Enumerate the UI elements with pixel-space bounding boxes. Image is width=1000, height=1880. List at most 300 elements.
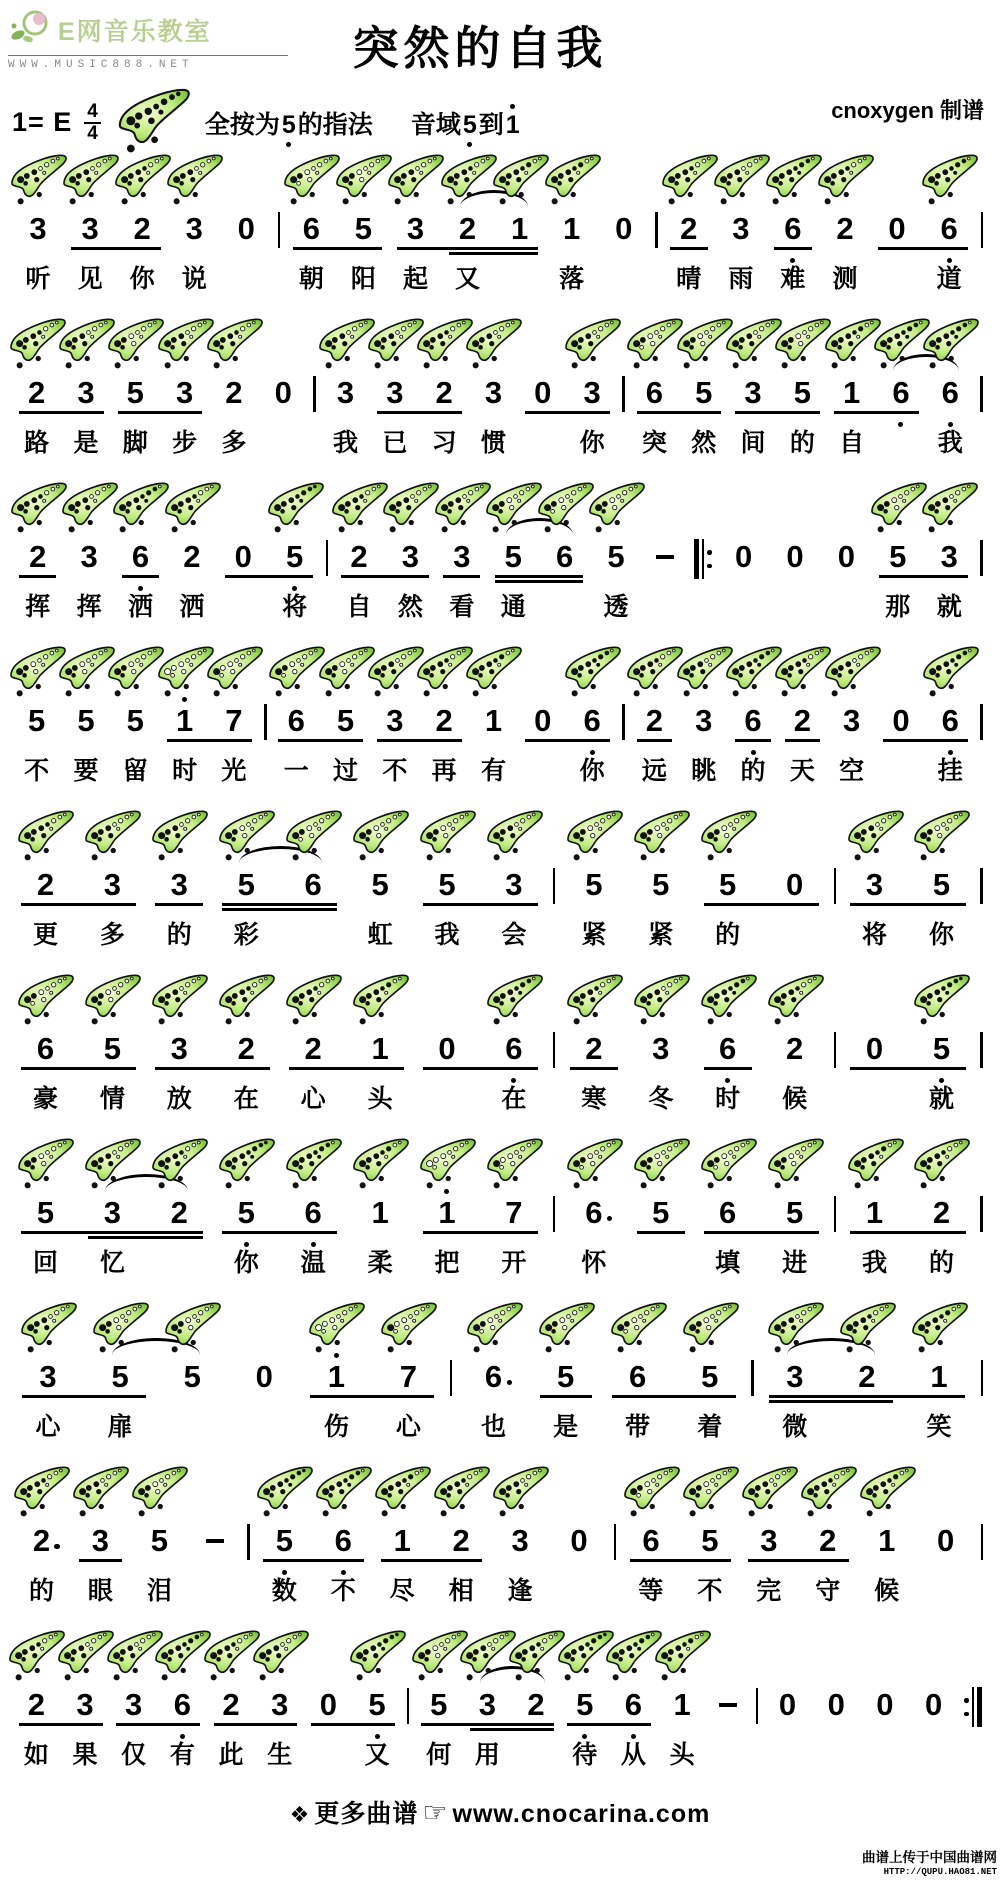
ocarina-fingering-icon — [560, 800, 627, 864]
note-number: 5 — [414, 1684, 463, 1730]
lyric-char: 留 — [122, 757, 148, 785]
rest-token — [871, 144, 923, 293]
lyric-char: 多 — [99, 921, 125, 949]
ocarina-fingering-icon — [209, 308, 258, 372]
score-line-5 — [0, 800, 1000, 964]
note-number: 1 — [300, 1356, 372, 1402]
note-token — [321, 636, 370, 785]
note-number: 6 — [457, 1356, 529, 1402]
note-number: 2 — [116, 208, 168, 254]
score-body — [0, 142, 1000, 1784]
ocarina-fingering-icon — [512, 1620, 561, 1684]
note-number: 2 — [12, 1520, 71, 1566]
label-text: 的指法 — [297, 110, 373, 139]
note-number: 1 — [347, 1028, 414, 1074]
lyric-char: 从 — [620, 1741, 646, 1769]
note-token — [457, 1292, 529, 1441]
note-token — [63, 472, 114, 621]
note-number: 0 — [274, 375, 292, 410]
lyric-char: 不 — [697, 1577, 723, 1605]
rest-token — [769, 472, 820, 621]
duration-underline — [449, 252, 497, 255]
note-token — [213, 800, 280, 949]
bar-line-stroke — [622, 376, 625, 412]
bar-line — [828, 1128, 841, 1277]
note-token — [903, 1292, 975, 1441]
ocarina-fingering-icon — [463, 1620, 512, 1684]
duration-underline — [774, 247, 812, 250]
note-number: 3 — [484, 375, 503, 410]
note-token — [876, 308, 925, 457]
note-number: 3 — [511, 1523, 529, 1558]
ocarina-fingering-icon — [924, 472, 975, 536]
ocarina-fingering-icon — [457, 1292, 529, 1356]
note-number: 6 — [539, 536, 590, 582]
bar-line-stroke — [553, 1196, 556, 1232]
song-title: 突然的自我 — [352, 22, 608, 74]
ocarina-fingering-icon — [300, 1292, 372, 1356]
note-token — [280, 1128, 347, 1277]
note-number: 5 — [150, 1523, 168, 1558]
note-number: 5 — [213, 1192, 280, 1238]
ocarina-fingering-icon — [414, 1620, 463, 1684]
ocarina-fingering-icon — [602, 1292, 674, 1356]
ocarina-fingering-icon — [370, 308, 419, 372]
note-number: 1 — [563, 211, 581, 246]
note-number: 3 — [436, 536, 487, 582]
note-number: 3 — [71, 1520, 130, 1566]
bar-line — [975, 1456, 988, 1605]
note-token — [590, 472, 641, 621]
note-token — [12, 1128, 79, 1277]
ocarina-fingering-icon — [621, 1456, 680, 1520]
lyric-char: 忆 — [99, 1249, 125, 1277]
note-number: 2 — [225, 375, 243, 410]
bar-line-stroke — [622, 704, 625, 740]
ocarina-fingering-icon — [370, 636, 419, 700]
score-line-7 — [0, 1128, 1000, 1292]
note-token — [255, 1456, 314, 1605]
ocarina-fingering-icon — [158, 1620, 207, 1684]
lyric-char: 听 — [25, 265, 51, 293]
ocarina-fingering-icon — [12, 1128, 79, 1192]
lyric-char: 柔 — [367, 1249, 393, 1277]
note-token — [926, 636, 975, 785]
lyric-char: 朝 — [298, 265, 324, 293]
note-number: 3 — [739, 1520, 798, 1566]
note-number: 5 — [371, 867, 389, 902]
note-token — [694, 964, 761, 1113]
note-number: 3 — [64, 208, 116, 254]
score-line-1 — [0, 144, 1000, 308]
duration-underline — [883, 739, 929, 742]
duration-underline — [74, 1231, 150, 1234]
lyric-char: 紧 — [581, 921, 607, 949]
note-number: 5 — [694, 864, 761, 910]
footer-url: www.cnocarina.com — [452, 1800, 711, 1828]
duration-underline — [637, 739, 673, 742]
low-octave-dot — [282, 1570, 287, 1575]
ocarina-fingering-icon — [715, 144, 767, 208]
rest-token — [763, 1620, 812, 1769]
duration-underline — [443, 575, 480, 578]
ocarina-fingering-icon — [630, 308, 679, 372]
ocarina-fingering-icon — [841, 1128, 908, 1192]
flower-logo-icon — [8, 6, 54, 53]
ocarina-fingering-icon — [321, 636, 370, 700]
duration-underline — [317, 739, 363, 742]
note-token — [432, 1456, 491, 1605]
note-token — [627, 800, 694, 949]
bar-line-stroke — [834, 1032, 837, 1068]
note-token — [370, 308, 419, 457]
note-number: 2 — [512, 1684, 561, 1730]
rest-token — [876, 636, 925, 785]
lyric-char: 你 — [579, 757, 605, 785]
note-token — [674, 1292, 746, 1441]
lyric-char: 看 — [449, 593, 475, 621]
dash-stroke — [206, 1539, 224, 1543]
note-token — [347, 964, 414, 1113]
note-token — [798, 1456, 857, 1605]
duration-underline — [118, 411, 164, 414]
note-number: 0 — [518, 700, 567, 746]
lyric-char: 寒 — [581, 1085, 607, 1113]
note-number: 5 — [84, 1356, 156, 1402]
ocarina-fingering-icon — [12, 964, 79, 1028]
ocarina-fingering-icon — [333, 472, 384, 536]
ocarina-fingering-icon — [908, 1128, 975, 1192]
note-number: 0 — [778, 1687, 797, 1722]
high-octave-dot — [182, 697, 187, 702]
note-token — [12, 308, 61, 457]
lyric-char: 是 — [73, 429, 99, 457]
lyric-char: 完 — [756, 1577, 782, 1605]
note-number: 2 — [420, 372, 469, 418]
key-signature: 1= E — [12, 107, 73, 137]
note-number: 3 — [29, 211, 47, 246]
lyric-char: 然 — [691, 429, 717, 457]
ocarina-fingering-icon — [857, 1456, 916, 1520]
ocarina-fingering-icon — [694, 964, 761, 1028]
rest-token — [259, 308, 308, 457]
ocarina-fingering-icon — [694, 800, 761, 864]
rest-token — [518, 308, 567, 457]
note-number: 5 — [126, 703, 144, 738]
lyric-char: 突 — [641, 429, 667, 457]
duration-underline — [878, 247, 926, 250]
note-token — [602, 1292, 674, 1441]
ocarina-fingering-icon — [432, 1456, 491, 1520]
note-number: 0 — [255, 1359, 273, 1394]
note-number: 6 — [560, 1192, 627, 1238]
duration-underline — [293, 247, 341, 250]
note-token — [166, 472, 217, 621]
bar-line-stroke — [981, 212, 984, 248]
note-extension-dash — [642, 472, 688, 621]
note-number: 3 — [80, 539, 98, 574]
lyric-char: 不 — [330, 1577, 356, 1605]
note-number: 5 — [778, 372, 827, 418]
lyric-char: 进 — [782, 1249, 808, 1277]
lyric-char: 挂 — [937, 757, 963, 785]
note-number: 6 — [314, 1520, 373, 1566]
duration-underline — [637, 411, 683, 414]
rest-token — [598, 144, 650, 293]
lyric-char: 候 — [874, 1577, 900, 1605]
ocarina-fingering-icon — [64, 144, 116, 208]
lyric-char: 晴 — [676, 265, 702, 293]
note-number: 3 — [463, 1684, 512, 1730]
rest-token — [812, 1620, 861, 1769]
note-number: 1 — [371, 1195, 389, 1230]
ocarina-fingering-icon — [337, 144, 389, 208]
duration-underline — [495, 575, 543, 578]
ocarina-fingering-icon — [160, 636, 209, 700]
ocarina-fingering-icon — [903, 1292, 975, 1356]
note-number: 2 — [778, 700, 827, 746]
note-number: 6 — [115, 536, 166, 582]
label-text: 音域 — [410, 110, 461, 139]
note-number: 6 — [158, 1684, 207, 1730]
bar-line — [547, 800, 560, 949]
bar-line-stroke — [247, 1524, 250, 1560]
note-number: 5 — [414, 864, 481, 910]
low-octave-dot — [180, 1734, 185, 1739]
note-number: 2 — [12, 864, 79, 910]
ocarina-fingering-icon — [908, 964, 975, 1028]
note-number: 3 — [841, 864, 908, 910]
duration-underline — [879, 575, 927, 578]
duration-underline — [289, 1067, 351, 1070]
duration-underline — [21, 1067, 83, 1070]
note-number: 5 — [321, 700, 370, 746]
note-token — [480, 800, 547, 949]
ocarina-fingering-icon — [827, 308, 876, 372]
note-token — [827, 308, 876, 457]
score-line-4 — [0, 636, 1000, 800]
note-token — [12, 1292, 84, 1441]
note-token — [819, 144, 871, 293]
lyric-char: 也 — [481, 1413, 507, 1441]
lyric-char: 远 — [641, 757, 667, 785]
duration-underline — [470, 1728, 515, 1731]
lyric-char: 时 — [172, 757, 198, 785]
ocarina-fingering-icon — [347, 1128, 414, 1192]
note-token — [79, 1128, 146, 1277]
lyric-char: 测 — [832, 265, 858, 293]
note-number: 6 — [926, 700, 975, 746]
lyric-char: 那 — [885, 593, 911, 621]
ocarina-fingering-icon — [590, 472, 641, 536]
note-number: 6 — [728, 700, 777, 746]
lyric-char: 我 — [333, 429, 359, 457]
note-token — [436, 472, 487, 621]
duration-underline — [850, 903, 912, 906]
ocarina-fingering-icon — [280, 1128, 347, 1192]
lyric-char: 何 — [426, 1741, 452, 1769]
ocarina-fingering-icon — [146, 800, 213, 864]
note-number: 3 — [370, 700, 419, 746]
note-number: 6 — [285, 208, 337, 254]
ocarina-fingering-icon — [373, 1456, 432, 1520]
note-number: 2 — [420, 700, 469, 746]
note-token — [280, 800, 347, 949]
note-token — [831, 1292, 903, 1441]
note-token — [908, 800, 975, 949]
ocarina-fingering-icon — [923, 144, 975, 208]
lyric-char: 不 — [382, 757, 408, 785]
lyric-char: 守 — [815, 1577, 841, 1605]
duration-underline — [310, 1395, 377, 1398]
note-number: 5 — [908, 864, 975, 910]
note-number: 5 — [183, 1359, 201, 1394]
note-number: 6 — [694, 1192, 761, 1238]
lyric-char: 将 — [862, 921, 888, 949]
note-number: 3 — [652, 1031, 670, 1066]
note-number: 5 — [908, 1028, 975, 1074]
ocarina-fingering-icon — [759, 1292, 831, 1356]
ocarina-fingering-icon — [116, 144, 168, 208]
note-token — [347, 1128, 414, 1277]
lyric-char: 我 — [937, 429, 963, 457]
note-token — [414, 800, 481, 949]
lyric-char: 带 — [625, 1413, 651, 1441]
note-number: 0 — [761, 864, 828, 910]
note-number: 6 — [280, 864, 347, 910]
duration-underline — [416, 411, 462, 414]
note-number: 6 — [609, 1684, 658, 1730]
duration-underline — [341, 575, 389, 578]
lyric-char: 的 — [715, 921, 741, 949]
duration-underline — [377, 411, 423, 414]
rest-token — [718, 472, 769, 621]
note-token — [694, 800, 761, 949]
ocarina-fingering-icon — [111, 308, 160, 372]
duration-underline — [826, 1395, 908, 1398]
ocarina-fingering-icon — [679, 636, 728, 700]
lyric-char: 要 — [73, 757, 99, 785]
duration-underline — [495, 580, 543, 583]
note-number: 6 — [923, 208, 975, 254]
note-number: 0 — [876, 1687, 894, 1722]
lyric-char: 一 — [283, 757, 309, 785]
ocarina-fingering-icon — [353, 1620, 402, 1684]
bar-line — [828, 964, 841, 1113]
lyric-char: 把 — [434, 1249, 460, 1277]
lyric-char: 如 — [23, 1741, 49, 1769]
ocarina-fingering-icon — [480, 800, 547, 864]
note-token — [209, 308, 258, 457]
note-number: 2 — [146, 1192, 213, 1238]
lyric-char: 阳 — [350, 265, 376, 293]
note-token — [609, 1620, 658, 1769]
note-token — [630, 308, 679, 457]
duration-underline — [850, 1231, 912, 1234]
duration-underline — [206, 739, 252, 742]
bar-line — [650, 144, 663, 293]
duration-underline — [834, 411, 880, 414]
bar-line-stroke — [756, 1688, 759, 1724]
lyric-char: 的 — [28, 1577, 54, 1605]
lyric-char: 天 — [789, 757, 815, 785]
watermark — [862, 1850, 997, 1878]
ocarina-fingering-icon — [680, 1456, 739, 1520]
bar-line-stroke — [278, 212, 281, 248]
score-line-9 — [0, 1456, 1000, 1620]
note-token — [115, 472, 166, 621]
note-number: 6 — [630, 372, 679, 418]
note-number: 2 — [12, 1684, 61, 1730]
note-number: 5 — [353, 1684, 402, 1730]
bar-line-stroke — [553, 1032, 556, 1068]
rest-token — [304, 1620, 353, 1769]
note-token — [679, 636, 728, 785]
note-token — [663, 144, 715, 293]
duration-underline — [155, 903, 203, 906]
ocarina-fingering-icon — [494, 144, 546, 208]
label-text: 全按为 — [204, 110, 280, 139]
note-token — [213, 964, 280, 1113]
rest-token — [220, 144, 272, 293]
note-number: 3 — [732, 211, 750, 246]
note-token — [908, 964, 975, 1113]
note-token — [739, 1456, 798, 1605]
duration-underline — [167, 739, 213, 742]
rest-token — [861, 1620, 910, 1769]
ocarina-fingering-icon — [798, 1456, 857, 1520]
note-token — [385, 472, 436, 621]
bar-line-stroke — [751, 1360, 754, 1396]
note-number: 6 — [280, 1192, 347, 1238]
note-number: 5 — [761, 1192, 828, 1238]
lyric-char: 已 — [382, 429, 408, 457]
lyric-char: 紧 — [648, 921, 674, 949]
footer-promo — [0, 1794, 1000, 1830]
note-token — [12, 800, 79, 949]
ocarina-fingering-icon — [469, 636, 518, 700]
note-number: 0 — [876, 700, 925, 746]
duration-underline — [704, 1067, 752, 1070]
note-token — [389, 144, 441, 293]
note-token — [353, 1620, 402, 1769]
bar-line — [242, 1456, 255, 1605]
duration-underline — [540, 1395, 592, 1398]
note-token — [728, 636, 777, 785]
note-number: 2 — [333, 536, 384, 582]
duration-underline — [769, 1395, 836, 1398]
note-number: 3 — [480, 864, 547, 910]
note-number: 3 — [185, 211, 203, 246]
bar-line — [272, 144, 285, 293]
rest-token — [821, 472, 872, 621]
duration-underline — [377, 739, 423, 742]
lyric-char: 你 — [579, 429, 605, 457]
ocarina-fingering-icon — [567, 308, 616, 372]
duration-underline — [769, 1400, 836, 1403]
note-number: 2 — [280, 1028, 347, 1074]
ocarina-fingering-icon — [314, 1456, 373, 1520]
bar-line — [975, 800, 988, 949]
note-token — [715, 144, 767, 293]
ocarina-fingering-icon — [255, 1456, 314, 1520]
note-token — [512, 1620, 561, 1769]
ocarina-fingering-icon — [209, 636, 258, 700]
note-token — [111, 636, 160, 785]
note-number: 3 — [370, 372, 419, 418]
score-line-2 — [0, 308, 1000, 472]
duration-underline — [397, 247, 445, 250]
